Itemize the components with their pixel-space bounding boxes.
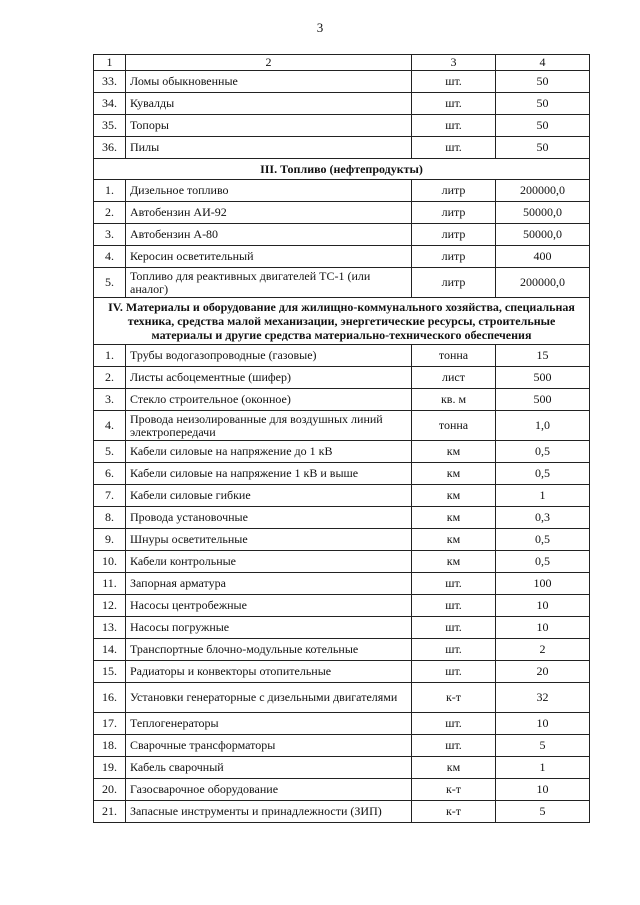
row-number: 15.	[94, 661, 126, 683]
item-name: Листы асбоцементные (шифер)	[126, 367, 412, 389]
quantity: 10	[496, 617, 590, 639]
item-name: Газосварочное оборудование	[126, 779, 412, 801]
quantity: 500	[496, 367, 590, 389]
row-number: 4.	[94, 411, 126, 441]
quantity: 0,5	[496, 551, 590, 573]
column-number-4: 4	[496, 55, 590, 71]
row-number: 35.	[94, 115, 126, 137]
table-row	[94, 551, 590, 573]
table-row	[94, 137, 590, 159]
quantity: 50000,0	[496, 202, 590, 224]
unit: литр	[412, 246, 496, 268]
quantity: 100	[496, 573, 590, 595]
section-heading-row	[94, 159, 590, 180]
row-number: 3.	[94, 389, 126, 411]
unit: шт.	[412, 115, 496, 137]
table-row	[94, 617, 590, 639]
quantity: 200000,0	[496, 268, 590, 298]
column-number-2: 2	[126, 55, 412, 71]
quantity: 1	[496, 485, 590, 507]
table-row	[94, 735, 590, 757]
row-number: 5.	[94, 268, 126, 298]
column-number-3: 3	[412, 55, 496, 71]
item-name: Насосы центробежные	[126, 595, 412, 617]
item-name: Насосы погружные	[126, 617, 412, 639]
item-name: Запорная арматура	[126, 573, 412, 595]
item-name: Кабели силовые на напряжение 1 кВ и выше	[126, 463, 412, 485]
unit: км	[412, 463, 496, 485]
unit: шт.	[412, 93, 496, 115]
row-number: 6.	[94, 463, 126, 485]
item-name: Пилы	[126, 137, 412, 159]
row-number: 33.	[94, 71, 126, 93]
quantity: 15	[496, 345, 590, 367]
item-name: Топливо для реактивных двигателей ТС-1 (или аналог)	[126, 268, 412, 298]
unit: шт.	[412, 713, 496, 735]
quantity: 50	[496, 137, 590, 159]
item-name: Кабели контрольные	[126, 551, 412, 573]
table-row	[94, 268, 590, 298]
table-row	[94, 485, 590, 507]
column-number-1: 1	[94, 55, 126, 71]
table-row	[94, 573, 590, 595]
quantity: 1,0	[496, 411, 590, 441]
unit: к-т	[412, 779, 496, 801]
table-row	[94, 757, 590, 779]
row-number: 1.	[94, 180, 126, 202]
supplies-table	[93, 54, 590, 823]
row-number: 12.	[94, 595, 126, 617]
item-name: Кабели силовые на напряжение до 1 кВ	[126, 441, 412, 463]
quantity: 500	[496, 389, 590, 411]
table-row	[94, 595, 590, 617]
item-name: Транспортные блочно-модульные котельные	[126, 639, 412, 661]
quantity: 50	[496, 115, 590, 137]
unit: км	[412, 441, 496, 463]
row-number: 3.	[94, 224, 126, 246]
quantity: 10	[496, 779, 590, 801]
quantity: 2	[496, 639, 590, 661]
table-row	[94, 202, 590, 224]
item-name: Провода неизолированные для воздушных линий электропередачи	[126, 411, 412, 441]
row-number: 2.	[94, 367, 126, 389]
row-number: 20.	[94, 779, 126, 801]
item-name: Теплогенераторы	[126, 713, 412, 735]
item-name: Ломы обыкновенные	[126, 71, 412, 93]
item-name: Кабель сварочный	[126, 757, 412, 779]
quantity: 10	[496, 595, 590, 617]
quantity: 20	[496, 661, 590, 683]
table-row	[94, 389, 590, 411]
unit: к-т	[412, 801, 496, 823]
item-name: Трубы водогазопроводные (газовые)	[126, 345, 412, 367]
item-name: Запасные инструменты и принадлежности (ЗИП)	[126, 801, 412, 823]
row-number: 10.	[94, 551, 126, 573]
row-number: 16.	[94, 683, 126, 713]
quantity: 1	[496, 757, 590, 779]
unit: км	[412, 551, 496, 573]
row-number: 18.	[94, 735, 126, 757]
quantity: 0,5	[496, 529, 590, 551]
item-name: Провода установочные	[126, 507, 412, 529]
table-row	[94, 507, 590, 529]
unit: лист	[412, 367, 496, 389]
table-row	[94, 463, 590, 485]
unit: кв. м	[412, 389, 496, 411]
row-number: 1.	[94, 345, 126, 367]
table-row	[94, 801, 590, 823]
unit: км	[412, 485, 496, 507]
item-name: Топоры	[126, 115, 412, 137]
item-name: Дизельное топливо	[126, 180, 412, 202]
unit: шт.	[412, 735, 496, 757]
table-row	[94, 93, 590, 115]
item-name: Автобензин АИ-92	[126, 202, 412, 224]
item-name: Кувалды	[126, 93, 412, 115]
unit: шт.	[412, 661, 496, 683]
table-row	[94, 115, 590, 137]
row-number: 5.	[94, 441, 126, 463]
item-name: Сварочные трансформаторы	[126, 735, 412, 757]
row-number: 36.	[94, 137, 126, 159]
row-number: 9.	[94, 529, 126, 551]
table-row	[94, 180, 590, 202]
unit: шт.	[412, 71, 496, 93]
table-row	[94, 713, 590, 735]
unit: шт.	[412, 137, 496, 159]
section-heading-row	[94, 298, 590, 345]
quantity: 200000,0	[496, 180, 590, 202]
section-3-title: III. Топливо (нефтепродукты)	[94, 159, 590, 180]
unit: тонна	[412, 345, 496, 367]
table-row	[94, 411, 590, 441]
row-number: 7.	[94, 485, 126, 507]
quantity: 0,5	[496, 463, 590, 485]
quantity: 50	[496, 71, 590, 93]
unit: шт.	[412, 639, 496, 661]
quantity: 5	[496, 801, 590, 823]
unit: км	[412, 757, 496, 779]
quantity: 0,3	[496, 507, 590, 529]
table-row	[94, 683, 590, 713]
table-row	[94, 246, 590, 268]
table-row	[94, 779, 590, 801]
unit: литр	[412, 268, 496, 298]
item-name: Керосин осветительный	[126, 246, 412, 268]
table-row	[94, 661, 590, 683]
section-4-title: IV. Материалы и оборудование для жилищно-коммунального хозяйства, специальная техника, средства малой механизации, энергетические ресурсы, строительные материалы и другие средства материально-технического обеспечения	[94, 298, 590, 345]
quantity: 0,5	[496, 441, 590, 463]
unit: литр	[412, 180, 496, 202]
quantity: 400	[496, 246, 590, 268]
item-name: Кабели силовые гибкие	[126, 485, 412, 507]
page-number: 3	[316, 20, 324, 35]
item-name: Радиаторы и конвекторы отопительные	[126, 661, 412, 683]
unit: шт.	[412, 595, 496, 617]
row-number: 21.	[94, 801, 126, 823]
row-number: 8.	[94, 507, 126, 529]
table-header-row	[94, 55, 590, 71]
unit: шт.	[412, 573, 496, 595]
unit: тонна	[412, 411, 496, 441]
item-name: Стекло строительное (оконное)	[126, 389, 412, 411]
item-name: Шнуры осветительные	[126, 529, 412, 551]
unit: км	[412, 529, 496, 551]
table-row	[94, 224, 590, 246]
row-number: 14.	[94, 639, 126, 661]
table-row	[94, 71, 590, 93]
table-row	[94, 639, 590, 661]
unit: к-т	[412, 683, 496, 713]
unit: км	[412, 507, 496, 529]
table-row	[94, 345, 590, 367]
quantity: 50	[496, 93, 590, 115]
row-number: 17.	[94, 713, 126, 735]
quantity: 32	[496, 683, 590, 713]
table-row	[94, 529, 590, 551]
quantity: 10	[496, 713, 590, 735]
table-row	[94, 441, 590, 463]
item-name: Автобензин А-80	[126, 224, 412, 246]
item-name: Установки генераторные с дизельными двигателями	[126, 683, 412, 713]
row-number: 13.	[94, 617, 126, 639]
quantity: 5	[496, 735, 590, 757]
row-number: 2.	[94, 202, 126, 224]
row-number: 19.	[94, 757, 126, 779]
unit: шт.	[412, 617, 496, 639]
quantity: 50000,0	[496, 224, 590, 246]
unit: литр	[412, 202, 496, 224]
unit: литр	[412, 224, 496, 246]
row-number: 34.	[94, 93, 126, 115]
table-row	[94, 367, 590, 389]
row-number: 11.	[94, 573, 126, 595]
row-number: 4.	[94, 246, 126, 268]
